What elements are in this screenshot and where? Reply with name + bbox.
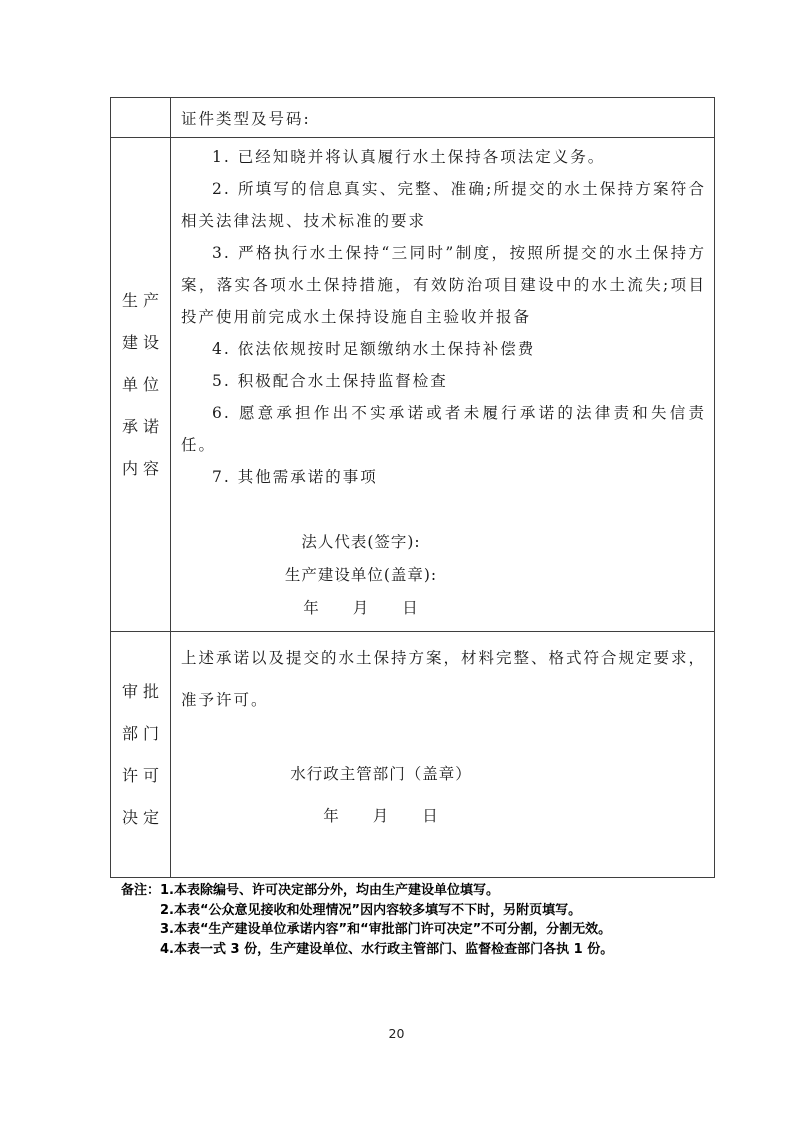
label-line: 许可 [121,765,164,785]
signature-block [181,526,541,625]
commitment-item-1: 1. 已经知晓并将认真履行水土保持各项法定义务。 [212,148,606,166]
producer-commitment-label-cell [111,138,171,632]
water-authority-seal-line: 水行政主管部门（盖章） [290,765,472,783]
note-item-1: 1.本表除编号、许可决定部分外，均由生产建设单位填写。 [160,883,499,898]
label-line: 承诺 [121,416,164,436]
date-line: 年 月 日 [303,599,419,617]
page-number: 20 [388,1026,405,1041]
commitment-item-6: 6. 愿意承担作出不实承诺或者未履行承诺的法律责和失信责任。 [181,404,706,454]
certificate-row-label-cell [111,98,171,138]
commitment-item-4: 4. 依法依规按时足额缴纳水土保持补偿费 [212,340,536,358]
label-line: 生产 [121,290,164,310]
label-line: 内容 [121,458,164,478]
certificate-type-cell [171,98,715,138]
label-line: 单位 [121,374,164,394]
label-line: 决定 [121,807,164,827]
approval-decision-label-cell [111,632,171,878]
legal-representative-sign-line: 法人代表(签字): [301,533,421,551]
commitment-item-5: 5. 积极配合水土保持监督检查 [212,372,448,390]
date-line: 年 月 日 [323,807,439,825]
certificate-type-text: 证件类型及号码: [181,109,311,128]
certificate-row [111,98,715,138]
label-line: 建设 [121,332,164,352]
producer-commitment-row [111,138,715,632]
producer-unit-seal-line: 生产建设单位(盖章): [284,566,438,584]
authority-stamp-block [181,753,581,837]
notes-label: 备注： [121,883,161,898]
approval-decision-row [111,632,715,878]
note-item-4: 4.本表一式 3 份，生产建设单位、水行政主管部门、监督检查部门各执 1 份。 [160,941,614,957]
commitment-item-3: 3. 严格执行水土保持“三同时”制度，按照所提交的水土保持方案，落实各项水土保持措施，有效防治项目建设中的水土流失;项目投产使用前完成水土保持设施自主验收并报备 [181,244,706,326]
producer-commitment-content-cell [171,138,715,632]
label-line: 部门 [121,723,164,743]
approval-decision-content-cell [171,632,715,878]
commitment-item-2: 2. 所填写的信息真实、完整、准确;所提交的水土保持方案符合相关法律法规、技术标准的要求 [181,180,706,230]
producer-commitment-label [112,280,169,490]
approval-decision-label [112,671,169,839]
notes-section [121,881,721,959]
label-line: 审批 [121,681,164,701]
note-item-2: 2.本表“公众意见接收和处理情况”因内容较多填写不下时，另附页填写。 [160,902,582,918]
notes-list [160,881,721,959]
commitment-form-table [110,97,715,878]
commitment-item-7: 7. 其他需承诺的事项 [212,468,378,486]
approval-statement: 上述承诺以及提交的水土保持方案，材料完整、格式符合规定要求，准予许可。 [181,649,707,709]
note-item-3: 3.本表“生产建设单位承诺内容”和“审批部门许可决定”不可分割，分割无效。 [160,922,612,937]
